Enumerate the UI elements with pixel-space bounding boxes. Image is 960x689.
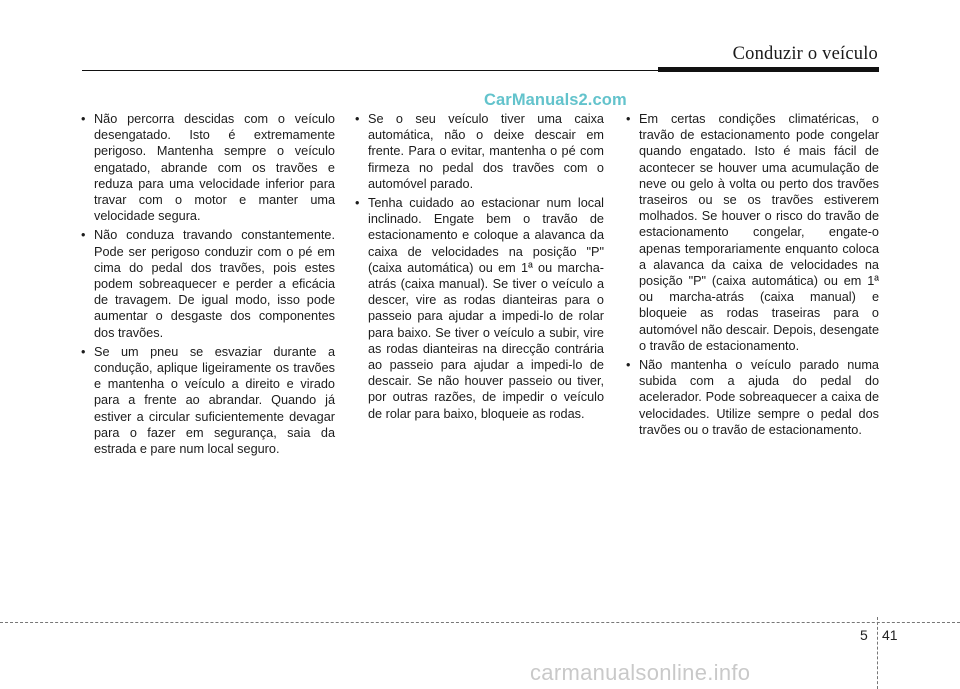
chapter-number: 5 [860, 627, 868, 643]
bullet-text: Não conduza travando constantemente. Pode ser perigoso conduzir com o pé em cima do pedal dos travões, pois estes podem sobreaquecer e perder a eficácia de travagem. De igual modo, isso pode aumentar o desgaste dos componentes dos travões. [94, 228, 335, 340]
column-right [623, 111, 879, 441]
bullet-text: Em certas condições climatéricas, o travão de estacionamento pode congelar quando engatado. Isto é mais fácil de acontecer se houver uma acumulação de neve ou gelo à volta ou perto dos travões traseiros ou se os travões estiverem molhados. Se houver o risco do travão de estacionamento congelar, engate-o apenas temporariamente enquanto coloca a alavanca da caixa de velocidades na posição "P" (caixa automática) ou em 1ª ou marcha-atrás (caixa manual) e bloqueie as rodas traseiras para o automóvel não descair. Depois, desengate o travão de estacionamento. [639, 112, 879, 353]
bullet-text: Se um pneu se esvaziar durante a condução, aplique ligeiramente os travões e mantenha o veículo a direito e virado para a frente ao abrandar. Quando já estiver a circular suficientemente devagar para o fazer em segurança, saia da estrada e pare num local seguro. [94, 344, 335, 457]
bullet-item [78, 344, 335, 457]
bullet-item [78, 111, 335, 224]
watermark-link[interactable]: CarManuals2.com [484, 91, 627, 109]
bullet-text: Não mantenha o veículo parado numa subida com a ajuda do pedal do acelerador. Pode sobreaquecer a caixa de velocidades. Utilize sempre o pedal dos travões ou o travão de estacionamento. [639, 358, 879, 437]
bullet-item [78, 227, 335, 340]
column-middle [352, 111, 604, 425]
bullet-item [352, 111, 604, 192]
page-number: 41 [882, 627, 898, 643]
footer-divider [0, 622, 960, 623]
bullet-icon: • [355, 112, 360, 126]
bullet-text: Se o seu veículo tiver uma caixa automática, não o deixe descair em frente. Para o evitar, mantenha o pé com firmeza no pedal dos travões com o automóvel parado. [368, 112, 604, 191]
bullet-text: Tenha cuidado ao estacionar num local inclinado. Engate bem o travão de estacionamento e coloque a alavanca da caixa de velocidades na posição "P" (caixa automática) ou em 1ª ou marcha-atrás (caixa manual). Se tiver o veículo a descer, vire as rodas dianteiras para o passeio para ajudar a impedi-lo de rolar para baixo. Se tiver o veículo a subir, vire as rodas dianteiras na direcção contrária ao passeio para ajudar a impedi-lo de descair. Se não houver passeio ou tiver, por outras razões, de impedir o veículo de rolar para baixo, bloqueie as rodas. [368, 196, 604, 421]
bullet-icon: • [626, 112, 631, 126]
bullet-icon: • [626, 358, 631, 373]
bullet-icon: • [81, 112, 86, 126]
footer-vertical-divider [877, 617, 878, 689]
bullet-item [623, 357, 879, 438]
header-rule-thick [658, 67, 879, 72]
bullet-text: Não percorra descidas com o veículo desengatado. Isto é extremamente perigoso. Mantenha sempre o veículo engatado, abrande com os travões e reduza para uma velocidade inferior para travar com o motor e manter uma velocidade segura. [94, 112, 335, 224]
bullet-icon: • [81, 344, 86, 359]
page-header-title: Conduzir o veículo [732, 44, 878, 64]
bullet-icon: • [81, 228, 86, 243]
header-rule-thin [82, 70, 662, 71]
column-left [78, 111, 335, 460]
bullet-item [352, 195, 604, 422]
bullet-item [623, 111, 879, 354]
site-watermark[interactable]: carmanualsonline.info [530, 660, 751, 685]
bullet-icon: • [355, 196, 360, 211]
